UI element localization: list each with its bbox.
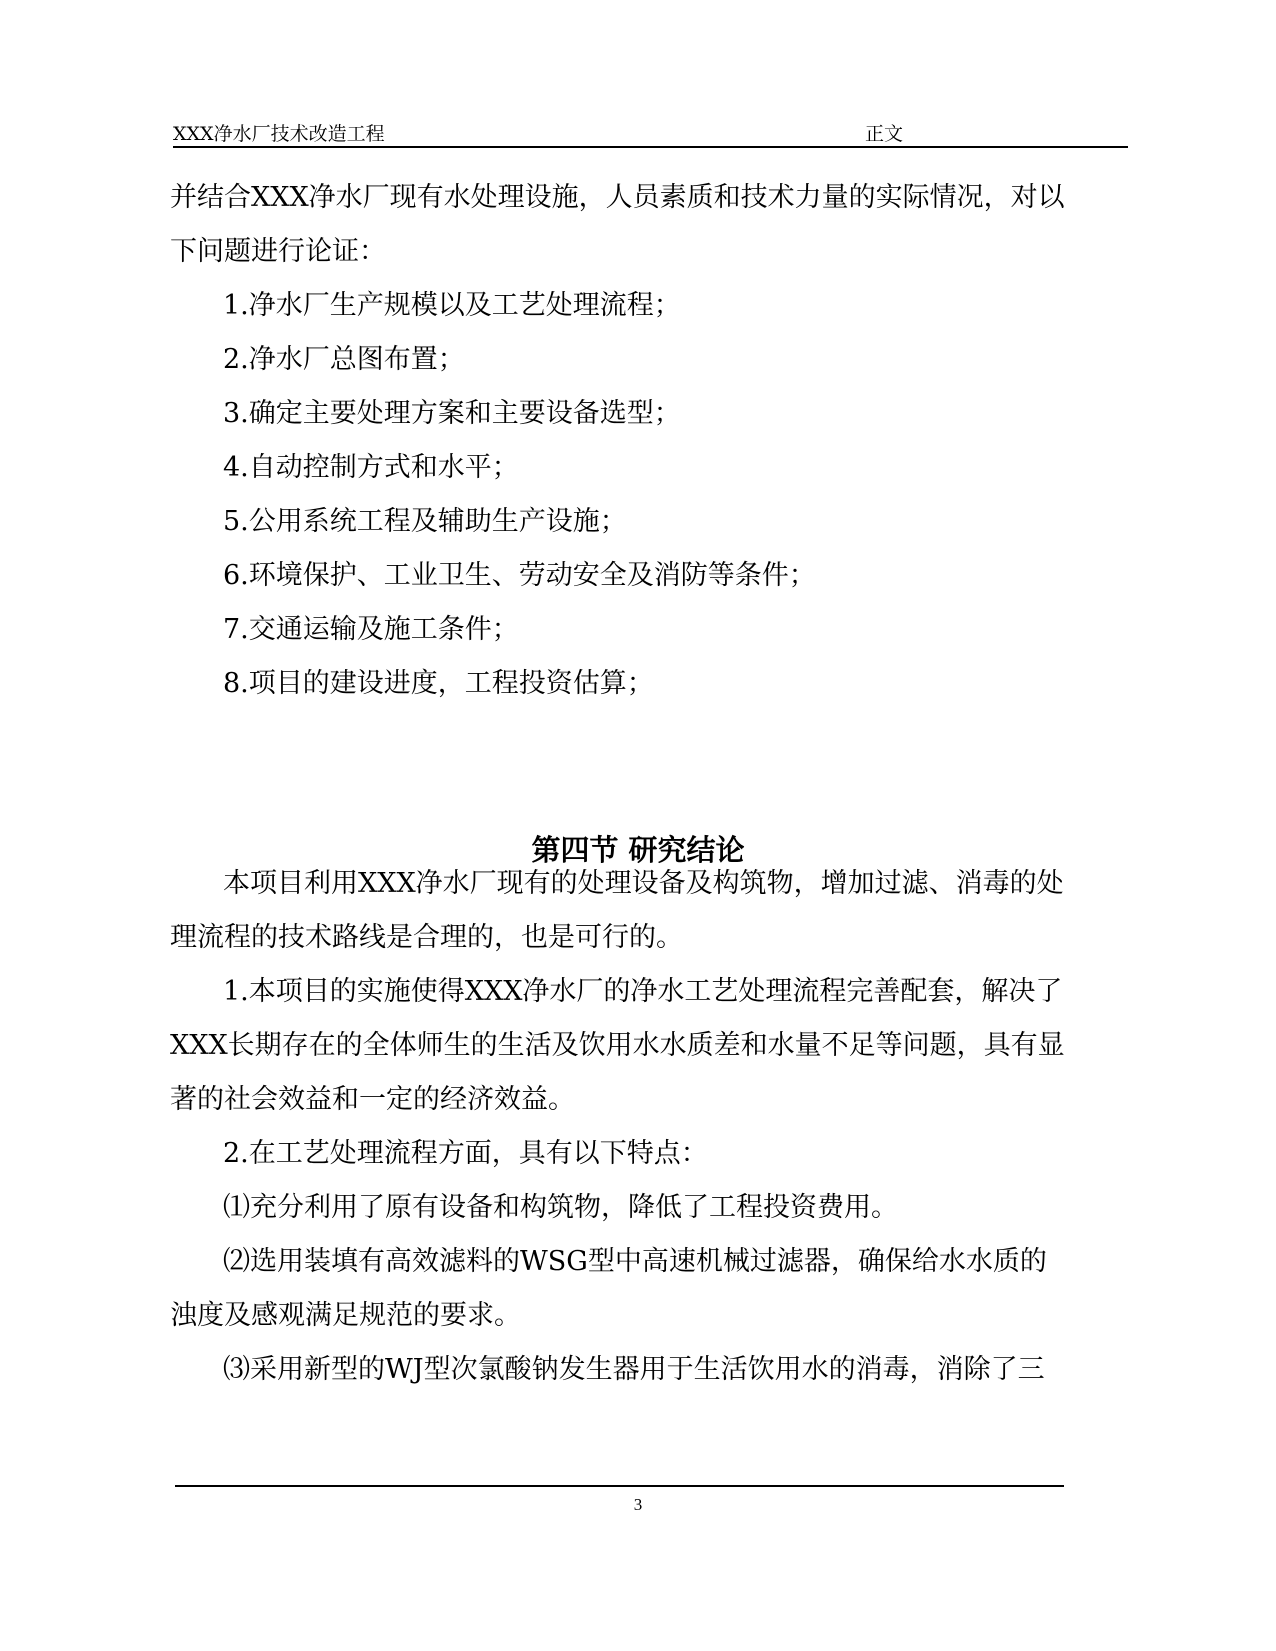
conclusion-line: 理流程的技术路线是合理的，也是可行的。 [170,922,683,953]
header-section-label: 正文 [865,123,904,145]
list-item: 2.净水厂总图布置； [223,344,465,375]
list-item: 8.项目的建设进度，工程投资估算； [223,668,654,699]
list-item: 5.公用系统工程及辅助生产设施； [223,506,627,537]
intro-line: 并结合XXX净水厂现有水处理设施，人员素质和技术力量的实际情况，对以 [170,182,1065,213]
intro-line: 下问题进行论证： [170,236,386,267]
page-number: 3 [633,1495,643,1514]
conclusion-line: 2.在工艺处理流程方面，具有以下特点： [223,1138,708,1169]
list-item: 7.交通运输及施工条件； [223,614,519,645]
header-rule [173,146,1128,148]
conclusion-line: ⑵选用装填有高效滤料的WSG型中高速机械过滤器，确保给水水质的 [223,1246,1047,1277]
section-title: 第四节 研究结论 [531,833,745,867]
conclusion-line: 著的社会效益和一定的经济效益。 [170,1084,575,1115]
footer-rule [175,1485,1064,1487]
conclusion-line: ⑴充分利用了原有设备和构筑物，降低了工程投资费用。 [223,1192,898,1223]
page-header [173,116,1128,146]
conclusion-line: ⑶采用新型的WJ型次氯酸钠发生器用于生活饮用水的消毒，消除了三 [223,1354,1045,1385]
conclusion-line: 本项目利用XXX净水厂现有的处理设备及构筑物，增加过滤、消毒的处 [223,868,1064,899]
list-item: 6.环境保护、工业卫生、劳动安全及消防等条件； [223,560,816,591]
conclusion-line: 1.本项目的实施使得XXX净水厂的净水工艺处理流程完善配套，解决了 [223,976,1063,1007]
conclusion-line: 浊度及感观满足规范的要求。 [170,1300,521,1331]
conclusion-line: XXX长期存在的全体师生的生活及饮用水水质差和水量不足等问题，具有显 [170,1030,1065,1061]
list-item: 1.净水厂生产规模以及工艺处理流程； [223,290,681,321]
list-item: 4.自动控制方式和水平； [223,452,519,483]
list-item: 3.确定主要处理方案和主要设备选型； [223,398,681,429]
header-document-title: XXX净水厂技术改造工程 [173,123,385,145]
